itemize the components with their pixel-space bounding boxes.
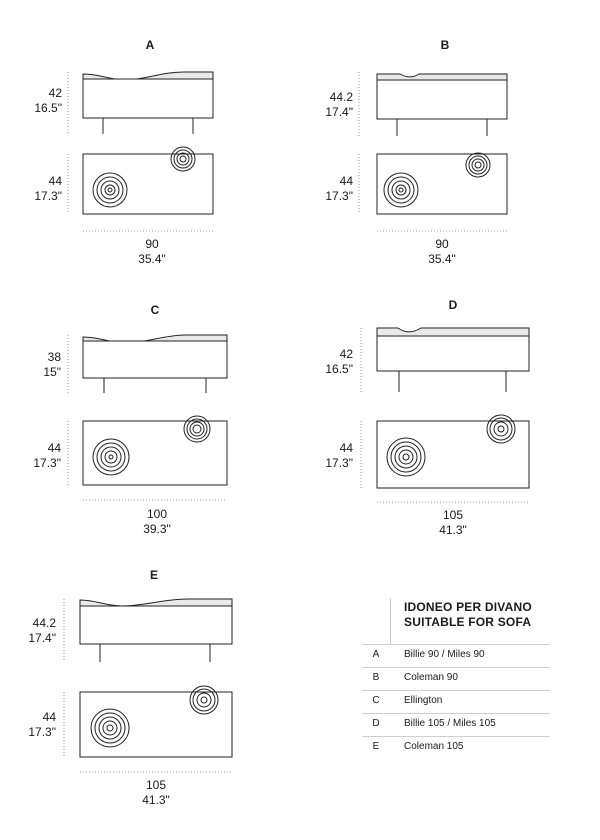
- table-row: [362, 713, 550, 736]
- height-cm-label: 42: [339, 347, 353, 361]
- variant-d: [303, 298, 600, 568]
- table-header: [362, 598, 550, 644]
- suitable-for-sofa-table: [362, 598, 550, 759]
- depth-cm-label: 44: [339, 441, 353, 455]
- row-code: C: [372, 695, 380, 706]
- variant-e: [4, 568, 304, 838]
- height-in-label: 17.4": [325, 105, 353, 119]
- variant-letter: A: [145, 38, 155, 52]
- depth-in-label: 17.3": [34, 189, 62, 203]
- top-view: [83, 416, 227, 485]
- height-in-label: 17.4": [28, 631, 56, 645]
- side-elevation: [83, 335, 227, 393]
- side-elevation: [377, 74, 507, 136]
- width-in-label: 39.3": [143, 522, 171, 536]
- depth-cm-label: 44: [47, 441, 61, 455]
- top-view: [377, 415, 529, 488]
- width-in-label: 35.4": [138, 252, 166, 266]
- top-view: [377, 153, 507, 214]
- variant-drawing: [5, 303, 305, 573]
- variant-letter: D: [448, 298, 458, 312]
- width-cm-label: 90: [145, 237, 159, 251]
- height-cm-label: 44.2: [329, 90, 353, 104]
- table-row: [362, 644, 550, 667]
- depth-in-label: 17.3": [28, 725, 56, 739]
- variant-letter: C: [150, 303, 160, 317]
- top-view: [80, 686, 232, 757]
- width-cm-label: 105: [442, 508, 464, 522]
- variant-c: [5, 303, 305, 573]
- row-sofa-name: Billie 105 / Miles 105: [404, 718, 496, 729]
- height-cm-label: 42: [48, 86, 62, 100]
- variant-a: [0, 38, 300, 308]
- variant-b: [295, 38, 595, 308]
- height-cm-label: 44.2: [32, 616, 56, 630]
- width-in-label: 41.3": [142, 793, 170, 807]
- side-elevation: [83, 72, 213, 134]
- depth-in-label: 17.3": [325, 189, 353, 203]
- variant-drawing: [0, 38, 300, 308]
- depth-in-label: 17.3": [325, 456, 353, 470]
- variant-drawing: [303, 298, 600, 568]
- width-cm-label: 90: [435, 237, 449, 251]
- variant-letter: E: [149, 568, 158, 582]
- height-in-label: 15": [43, 365, 61, 379]
- table-row: [362, 690, 550, 713]
- top-view: [83, 147, 213, 214]
- row-sofa-name: Coleman 90: [404, 672, 458, 683]
- depth-cm-label: 44: [48, 174, 62, 188]
- table-row: [362, 667, 550, 690]
- depth-cm-label: 44: [339, 174, 353, 188]
- header-title-it: IDONEO PER DIVANO: [404, 600, 532, 614]
- variant-letter: B: [440, 38, 450, 52]
- header-divider: [390, 598, 391, 644]
- row-sofa-name: Billie 90 / Miles 90: [404, 649, 485, 660]
- width-in-label: 41.3": [439, 523, 467, 537]
- variant-drawing: [295, 38, 595, 308]
- height-in-label: 16.5": [34, 101, 62, 115]
- row-code: A: [372, 649, 380, 660]
- table-row: [362, 736, 550, 759]
- width-in-label: 35.4": [428, 252, 456, 266]
- row-sofa-name: Coleman 105: [404, 741, 464, 752]
- height-cm-label: 38: [47, 350, 61, 364]
- height-in-label: 16.5": [325, 362, 353, 376]
- side-elevation: [377, 328, 529, 392]
- row-code: D: [372, 718, 380, 729]
- width-cm-label: 100: [146, 507, 168, 521]
- side-elevation: [80, 599, 232, 662]
- width-cm-label: 105: [145, 778, 167, 792]
- row-sofa-name: Ellington: [404, 695, 443, 706]
- row-code: B: [372, 672, 380, 683]
- header-title-en: SUITABLE FOR SOFA: [404, 615, 532, 629]
- row-code: E: [372, 741, 380, 752]
- variant-drawing: [4, 568, 304, 838]
- depth-cm-label: 44: [42, 710, 56, 724]
- depth-in-label: 17.3": [33, 456, 61, 470]
